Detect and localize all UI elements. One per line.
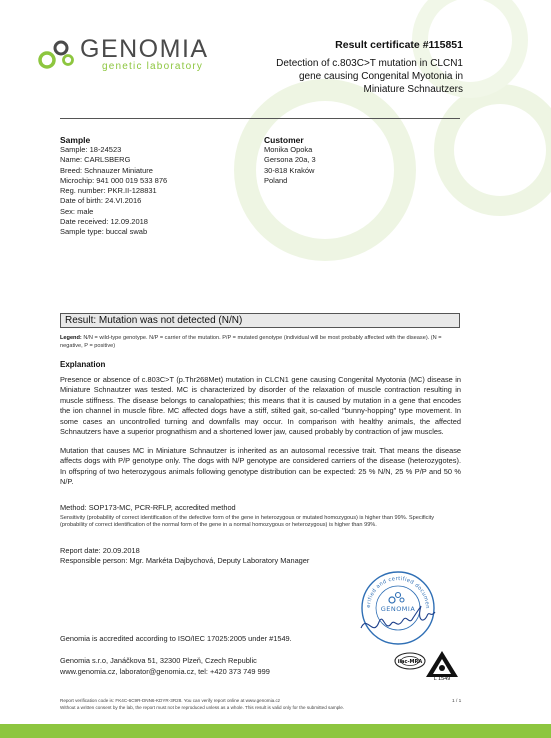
sample-title: Sample [60,135,91,145]
logo-wordmark: GENOMIA [80,35,209,63]
customer-line: Poland [264,175,288,185]
explanation-title: Explanation [60,360,106,369]
verification-code-line: Report verification code is: FK4C-6C9R-DNN6-KDYR-3R28. You can verify report online at www.genomia.cz [60,698,281,703]
customer-line: Monika Opoka [264,145,313,154]
report-info [60,546,309,567]
responsible-person: Responsible person: Mgr. Markéta Dajbychová, Deputy Laboratory Manager [60,556,310,566]
reproduction-notice: Without a written consent by the lab, the report must not be reproduced unless as a whole. This result is valid only for the submitted sample. [60,704,345,710]
stamp-brand: GENOMIA [380,605,416,613]
result-box [60,313,460,328]
legend-label: Legend: [60,335,82,341]
genomia-logo [38,36,228,72]
customer-line: 30-818 Kraków [264,165,315,175]
method-line: Method: SOP173-MC, PCR-RFLP, accredited method [60,503,236,512]
sample-line: Sex: male [60,206,94,216]
sample-line: Date received: 12.09.2018 [60,217,148,227]
sample-line: Microchip: 941 000 019 533 876 [60,175,168,185]
sample-line: Name: CARLSBERG [60,155,131,165]
stamp-arc-text: erified and certified documen [365,575,431,610]
logo-tagline: genetic laboratory [102,61,204,72]
ilac-label: ilac-MRA [397,659,423,665]
customer-title: Customer [264,135,304,145]
contact-line: www.genomia.cz, laborator@genomia.cz, tel: +420 373 749 999 [60,666,270,676]
verification-note [60,698,460,711]
explanation-paragraph: Presence or absence of c.803C>T (p.Thr268Met) mutation in CLCN1 gene causing Congenital Myotonia (MC) disease in Miniature Schnautzer was tested. MC is characterized by disorder of the relaxation of muscle contraction resulting in muscle stiffness. The disease belongs to canalopathies; this means that it is caused by mutation in a gene that encodes the ion channel in muscle fibre. MC affected dogs have a stiff, stilted gait, so-called "bunny-hopping" type movement. In some cases an uncontrolled turning and downfalls may occur. In comparison with healthy animals, the affected Schnautzers have a superior prognathism and a shortened lower jaw, caused probably by contraction of jaw muscles. [60,375,461,437]
sample-line: Sample: 18-24523 [60,145,122,154]
page-number: 1 / 1 [452,699,462,704]
method-note: Sensitivity (probability of correct identification of the defective form of the gene in heterozygous or mutated homozygous) is higher than 99%. Specificity (probability of correct identification of the normal form of the gene in a normal homozygous or heterozygous) is higher than 99%. [60,515,435,529]
ilac-mra-logo-icon [392,650,428,672]
footer-bar [0,724,551,738]
explanation-paragraph: Mutation that causes MC in Miniature Schnautzer is inherited as an autosomal recessive trait. That means the disease affects dogs with P/P genotype only. The dogs with N/P genotype are considered carriers of the disease (heterozygotes). In offspring of two heterozygous animals following genotype distribution can be expected: 25 % N/N, 25 % P/P and 50 % N/P. [60,446,461,487]
sample-line: Sample type: buccal swab [60,227,148,237]
result-text: Result: Mutation was not detected (N/N) [65,315,243,326]
report-date: Report date: 20.09.2018 [60,546,140,555]
subtitle-line: gene causing Congenital Myotonia in [299,71,463,82]
customer-line: Gersona 20a, 3 [264,155,316,165]
customer-block [264,135,316,186]
certificate-subtitle [223,57,463,96]
address-line: Genomia s.r.o, Janáčkova 51, 32300 Plzeň, Czech Republic [60,656,257,665]
accreditation-text: Genomia is accredited according to ISO/IEC 17025:2005 under #1549. [60,634,292,643]
sample-line: Reg. number: PKR.II-128831 [60,186,157,196]
lab-address [60,656,270,677]
deco-ring-right [444,94,551,206]
sample-block [60,135,167,238]
subtitle-line: Miniature Schnautzers [363,84,463,95]
header-divider [60,118,460,119]
legend-text: N/N = wild-type genotype. N/P = carrier of the mutation. P/P = mutated genotype (individual will be most probably affected with the disease). (N = negative, P = positive) [60,335,442,349]
certificate-title: Result certificate #115851 [335,39,463,51]
legend [60,335,460,350]
stamp-logo-icon [389,593,404,604]
certification-stamp [357,566,439,648]
sample-line: Date of birth: 24.VI.2016 [60,196,142,206]
accreditation-number: L 1549 [433,676,451,682]
subtitle-line: Detection of c.803C>T mutation in CLCN1 [276,58,463,69]
sample-line: Breed: Schnauzer Miniature [60,165,153,175]
logo-circles-icon [38,38,78,72]
